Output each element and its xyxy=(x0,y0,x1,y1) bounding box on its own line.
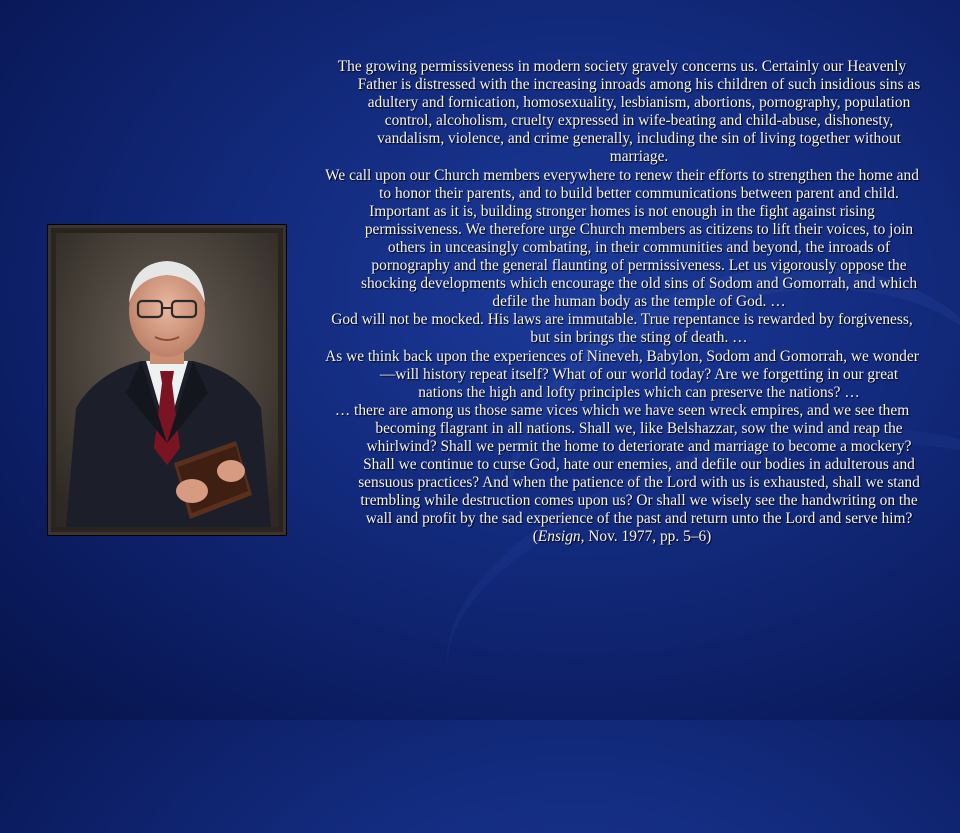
paragraph-1: The growing permissiveness in modern society gravely concerns us. Certainly our Heavenly Father is distressed with the increasing inroads among his children of such insidious sins as adultery and fornication, homosexuality, lesbianism, abortions, pornography, population control, alcoholism, cruelty expressed in wife-beating and child-abuse, dishonesty, vandalism, violence, and crime generally, including the sin of living together without marriage. xyxy=(337,58,921,166)
paragraph-2: We call upon our Church members everywhere to renew their efforts to strengthen the home and to honor their parents, and to build better communications between parent and child. xyxy=(325,166,919,202)
citation-source: Ensign xyxy=(537,528,581,546)
paragraph-4: God will not be mocked. His laws are immutable. True repentance is rewarded by forgiveness, but sin brings the sting of death. … xyxy=(331,311,913,347)
paragraph-5: As we think back upon the experiences of Nineveh, Babylon, Sodom and Gomorrah, we wonder—will history repeat itself? What of our world today? Are we forgetting in our great nations the high and lofty principles which can preserve the nations? … xyxy=(325,347,919,401)
paragraph-3: Important as it is, building stronger homes is not enough in the fight against rising permissiveness. We therefore urge Church members as citizens to lift their voices, to join others in unceasingly combating, in their communities and beyond, the inroads of pornography and the general flaunting of permissiveness. Let us vigorously oppose the shocking developments which encourage the old sins of Sodom and Gomorrah, and which defile the human body as the temple of God. … xyxy=(360,202,918,311)
citation-open: ( xyxy=(532,528,538,546)
portrait-frame xyxy=(48,225,286,535)
citation xyxy=(322,528,922,546)
quote-text xyxy=(322,58,922,547)
man-portrait-image xyxy=(56,233,278,527)
paragraph-6: … there are among us those same vices which we have seen wreck empires, and we see them becoming flagrant in all nations. Shall we, like Belshazzar, sow the wind and reap the whirlwind? Shall we permit the home to deteriorate and marriage to become a mockery? Shall we continue to curse God, hate our enemies, and defile our bodies in adulterous and sensuous practices? And when the patience of the Lord with us is exhausted, shall we stand trembling while destruction comes upon us? Or shall we wisely see the handwriting on the wall and profit by the sad experience of the past and return unto the Lord and serve him? xyxy=(334,401,920,528)
citation-details: , Nov. 1977, pp. 5–6) xyxy=(580,528,712,546)
